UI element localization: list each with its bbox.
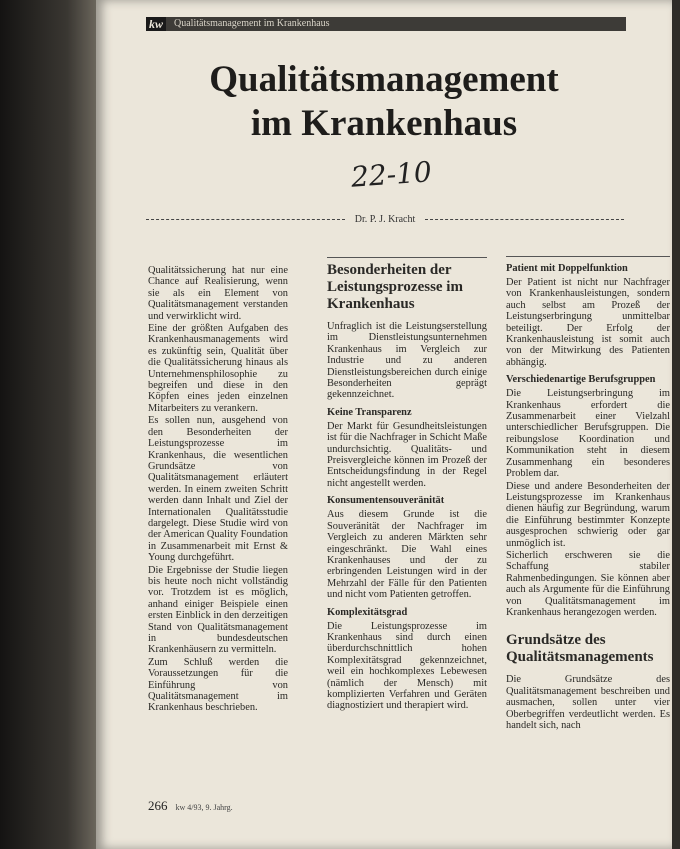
paragraph: Die Leistungserbringung im Krankenhaus erfordert die Zusammenarbeit einer Vielzahl unterschiedlicher Berufsgruppen. Die reibungslose Koordination und Kommunikation steht in diesem Zusammenhang ein besonderes Problem dar.: [506, 388, 670, 480]
page-footer: [148, 798, 233, 814]
paragraph: Aus diesem Grunde ist die Souveränität der Nachfrager im Vergleich zu anderen Märkten sehr eingeschränkt. Die Wahl eines Krankenhauses und der zu erbringenden Leistungen wird in der Mehrzahl der Fälle für den Patienten und nicht vom Patienten getroffen.: [327, 509, 487, 601]
subheading: Patient mit Doppelfunktion: [506, 263, 628, 274]
document-page: [96, 0, 672, 849]
running-head-text: Qualitätsmanagement im Krankenhaus: [166, 17, 626, 31]
paragraph: Der Markt für Gesundheitsleistungen ist für die Nachfrager in Schicht Maße undurchsichtig. Qualitäts- und Preisvergleiche können im Prozeß der Entscheidungsfindung in der Regel nicht angestellt werden.: [327, 420, 487, 489]
book-binding: [0, 0, 96, 849]
subheading: Keine Transparenz: [327, 406, 412, 418]
paragraph: Der Patient ist nicht nur Nachfrager von Krankenhausleistungen, sondern auch selbst am Prozeß der Leistungserbringung unmittelbar beteiligt. Der Erfolg der Krankenhausleistung ist somit auch von der Mitwirkung des Patienten abhängig.: [506, 277, 670, 368]
running-head: [146, 17, 626, 31]
column-3: [506, 256, 670, 732]
author-row: [146, 212, 624, 226]
footer-source: kw 4/93, 9. Jahrg.: [175, 803, 233, 812]
page-number: 266: [148, 798, 168, 813]
title-line-2: im Krankenhaus: [250, 103, 518, 144]
paragraph: Die Grundsätze des Qualitätsmanagement beschreiben und ausmachen, sollen unter vier Oberbegriffen verdeutlicht werden. Es handelt sich, nach: [506, 674, 670, 731]
column-2: [327, 257, 487, 713]
paragraph: Qualitätssicherung hat nur eine Chance auf Realisierung, wenn sie als ein Element von Qualitätsmanagement verstanden und verwirklicht wird.: [148, 265, 288, 322]
article-title: [96, 58, 672, 146]
subheading: Komplexitätsgrad: [327, 606, 408, 618]
paragraph: Eine der größten Aufgaben des Krankenhausmanagements wird es zukünftig sein, Qualität über die Qualitätssicherung hinaus als Unternehmensphilosophie zu begreifen und diese in den Köpfen eines jeden einzelnen Mitarbeiters zu verankern.: [148, 323, 288, 414]
section-heading: Grundsätze des Qualitätsmanagements: [506, 632, 654, 666]
paragraph: Zum Schluß werden die Voraussetzungen für die Einführung von Qualitätsmanagement im Krankenhaus beschrieben.: [148, 656, 288, 714]
paragraph: Diese und andere Besonderheiten der Leistungsprozesse im Krankenhaus dienen häufig zur Begründung, warum die Einführung bestimmter Konzepte ausgesprochen schwierig oder gar unmöglich ist.: [506, 480, 670, 549]
subheading: Verschiedenartige Berufsgruppen: [506, 374, 656, 386]
column-1: [148, 265, 288, 715]
paragraph: Die Ergebnisse der Studie liegen bis heute noch nicht vollständig vor. Trotzdem ist es möglich, anhand einiger Beispiele einen ersten Einblick in den derzeitigen Stand von Qualitätsmanagement in bundesdeutschen Krankenhäusern zu vermitteln.: [148, 564, 288, 656]
paragraph: Unfraglich ist die Leistungserstellung im Dienstleistungsunternehmen Krankenhaus im Vergleich zur Industrie und zu anderen Dienstleistungsbereichen durch einige Besonderheiten geprägt gekennzeichnet.: [327, 321, 487, 401]
author-name: Dr. P. J. Kracht: [354, 213, 416, 225]
section-heading: Besonderheiten der Leistungsprozesse im Krankenhaus: [327, 262, 463, 312]
journal-logo: kw: [146, 17, 166, 31]
paragraph: Es sollen nun, ausgehend von den Besonderheiten der Leistungsprozesse im Krankenhaus, die wesentlichen Grundsätze von Qualitätsmanagement erläutert werden. In einem zweiten Schritt werden dann Inhalt und Ziel der Internationalen Qualitätsstudie dargelegt. Diese Studie wird von der American Quality Foundation in Zusammenarbeit mit Ernst & Young durchgeführt.: [148, 415, 288, 564]
author-rule-right: [425, 219, 624, 220]
column-rule: [327, 257, 487, 258]
title-line-1: Qualitätsmanagement: [209, 59, 559, 100]
paragraph: Die Leistungsprozesse im Krankenhaus sind durch einen überdurchschnittlich hohen Komplexitätsgrad gekennzeichnet, weil ein hochkomplexes Lebewesen (nämlich der Mensch) mit komplizierten Verfahren und Geräten diagnostiziert und therapiert wird.: [327, 620, 487, 712]
paragraph: Sicherlich erschweren sie die Schaffung stabiler Rahmenbedingungen. Sie können aber auch als Argumente für die Einführung von Qualitätsmanagement im Krankenhaus herangezogen werden.: [506, 549, 670, 618]
subheading: Konsumentensouveränität: [327, 495, 445, 507]
author-rule-left: [146, 219, 345, 220]
column-rule: [506, 256, 670, 257]
handwritten-note: 22-10: [349, 155, 433, 194]
